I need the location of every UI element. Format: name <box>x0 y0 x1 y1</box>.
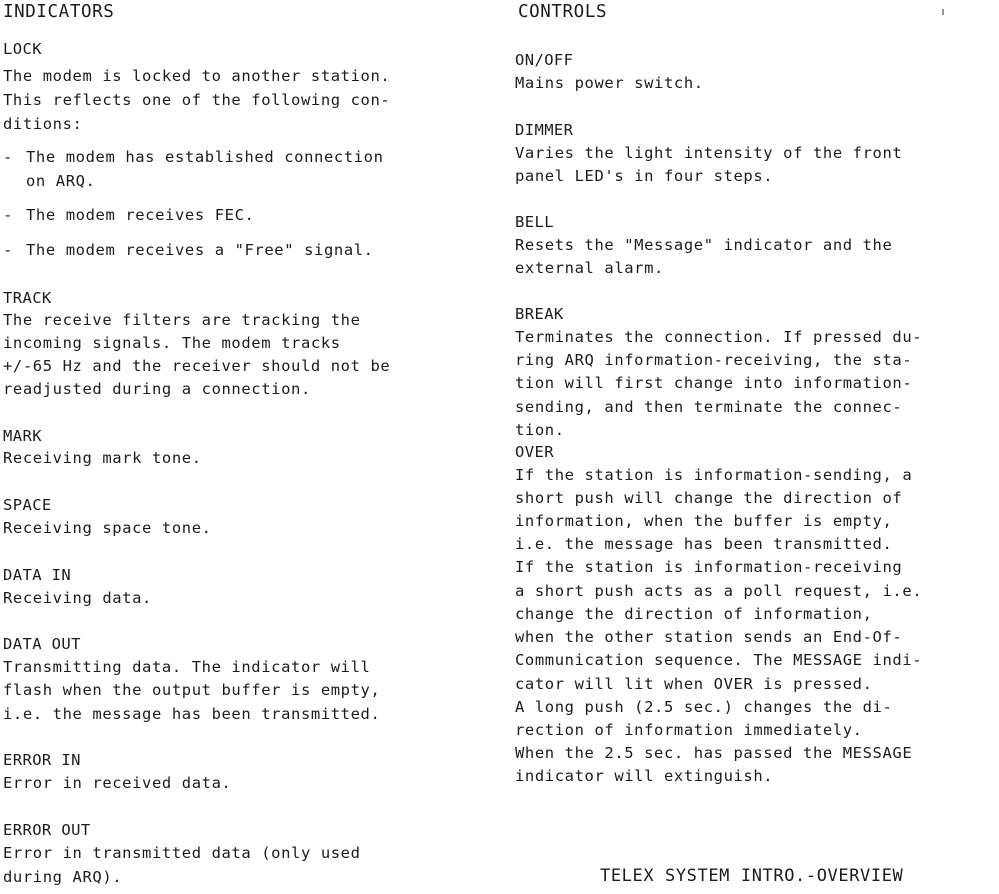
controls-heading: CONTROLS <box>518 2 608 22</box>
on-off-text-line: Mains power switch. <box>515 74 704 92</box>
data-in-text-line: Receiving data. <box>3 589 152 607</box>
over-text-line: information, when the buffer is empty, <box>515 512 893 530</box>
error-out-text-line: during ARQ). <box>3 868 123 886</box>
over-text-line: If the station is information-receiving <box>515 558 903 576</box>
track-title: TRACK <box>3 289 52 307</box>
over-text-line: a short push acts as a poll request, i.e. <box>515 582 923 600</box>
lock-bullet-line: The modem receives FEC. <box>26 206 255 224</box>
bell-title: BELL <box>515 213 554 231</box>
over-text-line: i.e. the message has been transmitted. <box>515 535 893 553</box>
break-title: BREAK <box>515 305 564 323</box>
track-text-line: +/-65 Hz and the receiver should not be <box>3 357 391 375</box>
lock-bullet-line: The modem receives a "Free" signal. <box>26 241 374 259</box>
bell-text-line: Resets the "Message" indicator and the <box>515 236 893 254</box>
mark-title: MARK <box>3 427 42 445</box>
data-out-title: DATA OUT <box>3 635 81 653</box>
dimmer-text-line: panel LED's in four steps. <box>515 167 774 185</box>
data-in-title: DATA IN <box>3 566 72 584</box>
dimmer-title: DIMMER <box>515 121 574 139</box>
lock-bullet-line: on ARQ. <box>26 172 96 190</box>
error-in-text-line: Error in received data. <box>3 774 232 792</box>
break-text-line: tion will first change into information- <box>515 374 913 392</box>
mark-text-line: Receiving mark tone. <box>3 449 202 467</box>
over-text-line: when the other station sends an End-Of- <box>515 628 903 646</box>
over-text-line: indicator will extinguish. <box>515 767 774 785</box>
indicators-heading: INDICATORS <box>3 2 115 22</box>
break-text-line: sending, and then terminate the connec- <box>515 398 903 416</box>
space-text-line: Receiving space tone. <box>3 519 212 537</box>
data-out-text-line: i.e. the message has been transmitted. <box>3 705 381 723</box>
lock-title: LOCK <box>3 40 42 58</box>
over-title: OVER <box>515 443 554 461</box>
error-out-text-line: Error in transmitted data (only used <box>3 844 361 862</box>
error-out-title: ERROR OUT <box>3 821 91 839</box>
bullet-dash: - <box>3 148 13 166</box>
track-text-line: incoming signals. The modem tracks <box>3 334 341 352</box>
lock-text-line: ditions: <box>3 115 83 133</box>
break-text-line: ring ARQ information-receiving, the sta- <box>515 351 913 369</box>
over-text-line: A long push (2.5 sec.) changes the di- <box>515 698 893 716</box>
space-title: SPACE <box>3 496 52 514</box>
scan-speck <box>942 9 944 15</box>
over-text-line: short push will change the direction of <box>515 489 903 507</box>
bullet-dash: - <box>3 241 13 259</box>
lock-text-line: This reflects one of the following con- <box>3 91 391 109</box>
error-in-title: ERROR IN <box>3 751 81 769</box>
over-text-line: change the direction of information, <box>515 605 873 623</box>
over-text-line: cator will lit when OVER is pressed. <box>515 675 873 693</box>
break-text-line: Terminates the connection. If pressed du- <box>515 328 923 346</box>
over-text-line: Communication sequence. The MESSAGE indi- <box>515 651 923 669</box>
track-text-line: readjusted during a connection. <box>3 380 311 398</box>
over-text-line: rection of information immediately. <box>515 721 863 739</box>
over-text-line: If the station is information-sending, a <box>515 466 913 484</box>
bullet-dash: - <box>3 206 13 224</box>
over-text-line: When the 2.5 sec. has passed the MESSAGE <box>515 744 913 762</box>
data-out-text-line: flash when the output buffer is empty, <box>3 681 381 699</box>
bell-text-line: external alarm. <box>515 259 664 277</box>
lock-bullet-line: The modem has established connection <box>26 148 384 166</box>
track-text-line: The receive filters are tracking the <box>3 311 361 329</box>
page-footer: TELEX SYSTEM INTRO.-OVERVIEW <box>600 866 904 886</box>
on-off-title: ON/OFF <box>515 51 574 69</box>
data-out-text-line: Transmitting data. The indicator will <box>3 658 371 676</box>
dimmer-text-line: Varies the light intensity of the front <box>515 144 903 162</box>
break-text-line: tion. <box>515 421 565 439</box>
lock-text-line: The modem is locked to another station. <box>3 67 391 85</box>
